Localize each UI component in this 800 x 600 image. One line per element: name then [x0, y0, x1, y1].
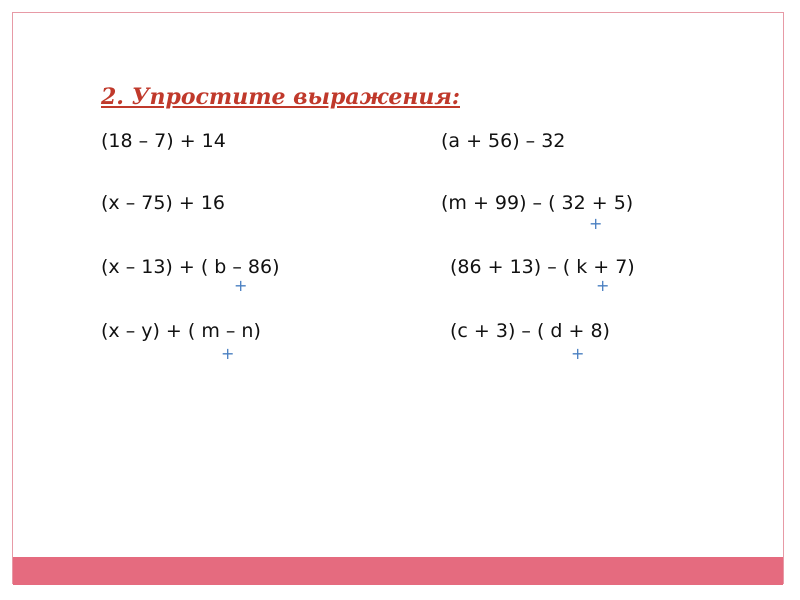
slide-title: 2. Упростите выражения:: [101, 84, 460, 110]
expression-right-3: (86 + 13) – ( k + 7): [450, 256, 635, 278]
expression-right-1: (a + 56) – 32: [441, 130, 566, 152]
expression-right-4: (c + 3) – ( d + 8): [450, 320, 610, 342]
expression-right-2: (m + 99) – ( 32 + 5): [441, 192, 634, 214]
footer-band: [13, 557, 783, 585]
plus-annotation: +: [221, 344, 235, 363]
expression-left-4: (x – y) + ( m – n): [101, 320, 261, 342]
plus-annotation: +: [589, 214, 603, 233]
plus-annotation: +: [596, 276, 610, 295]
plus-annotation: +: [571, 344, 585, 363]
plus-annotation: +: [234, 276, 248, 295]
expression-left-3: (x – 13) + ( b – 86): [101, 256, 280, 278]
expression-left-2: (x – 75) + 16: [101, 192, 226, 214]
expression-left-1: (18 – 7) + 14: [101, 130, 226, 152]
